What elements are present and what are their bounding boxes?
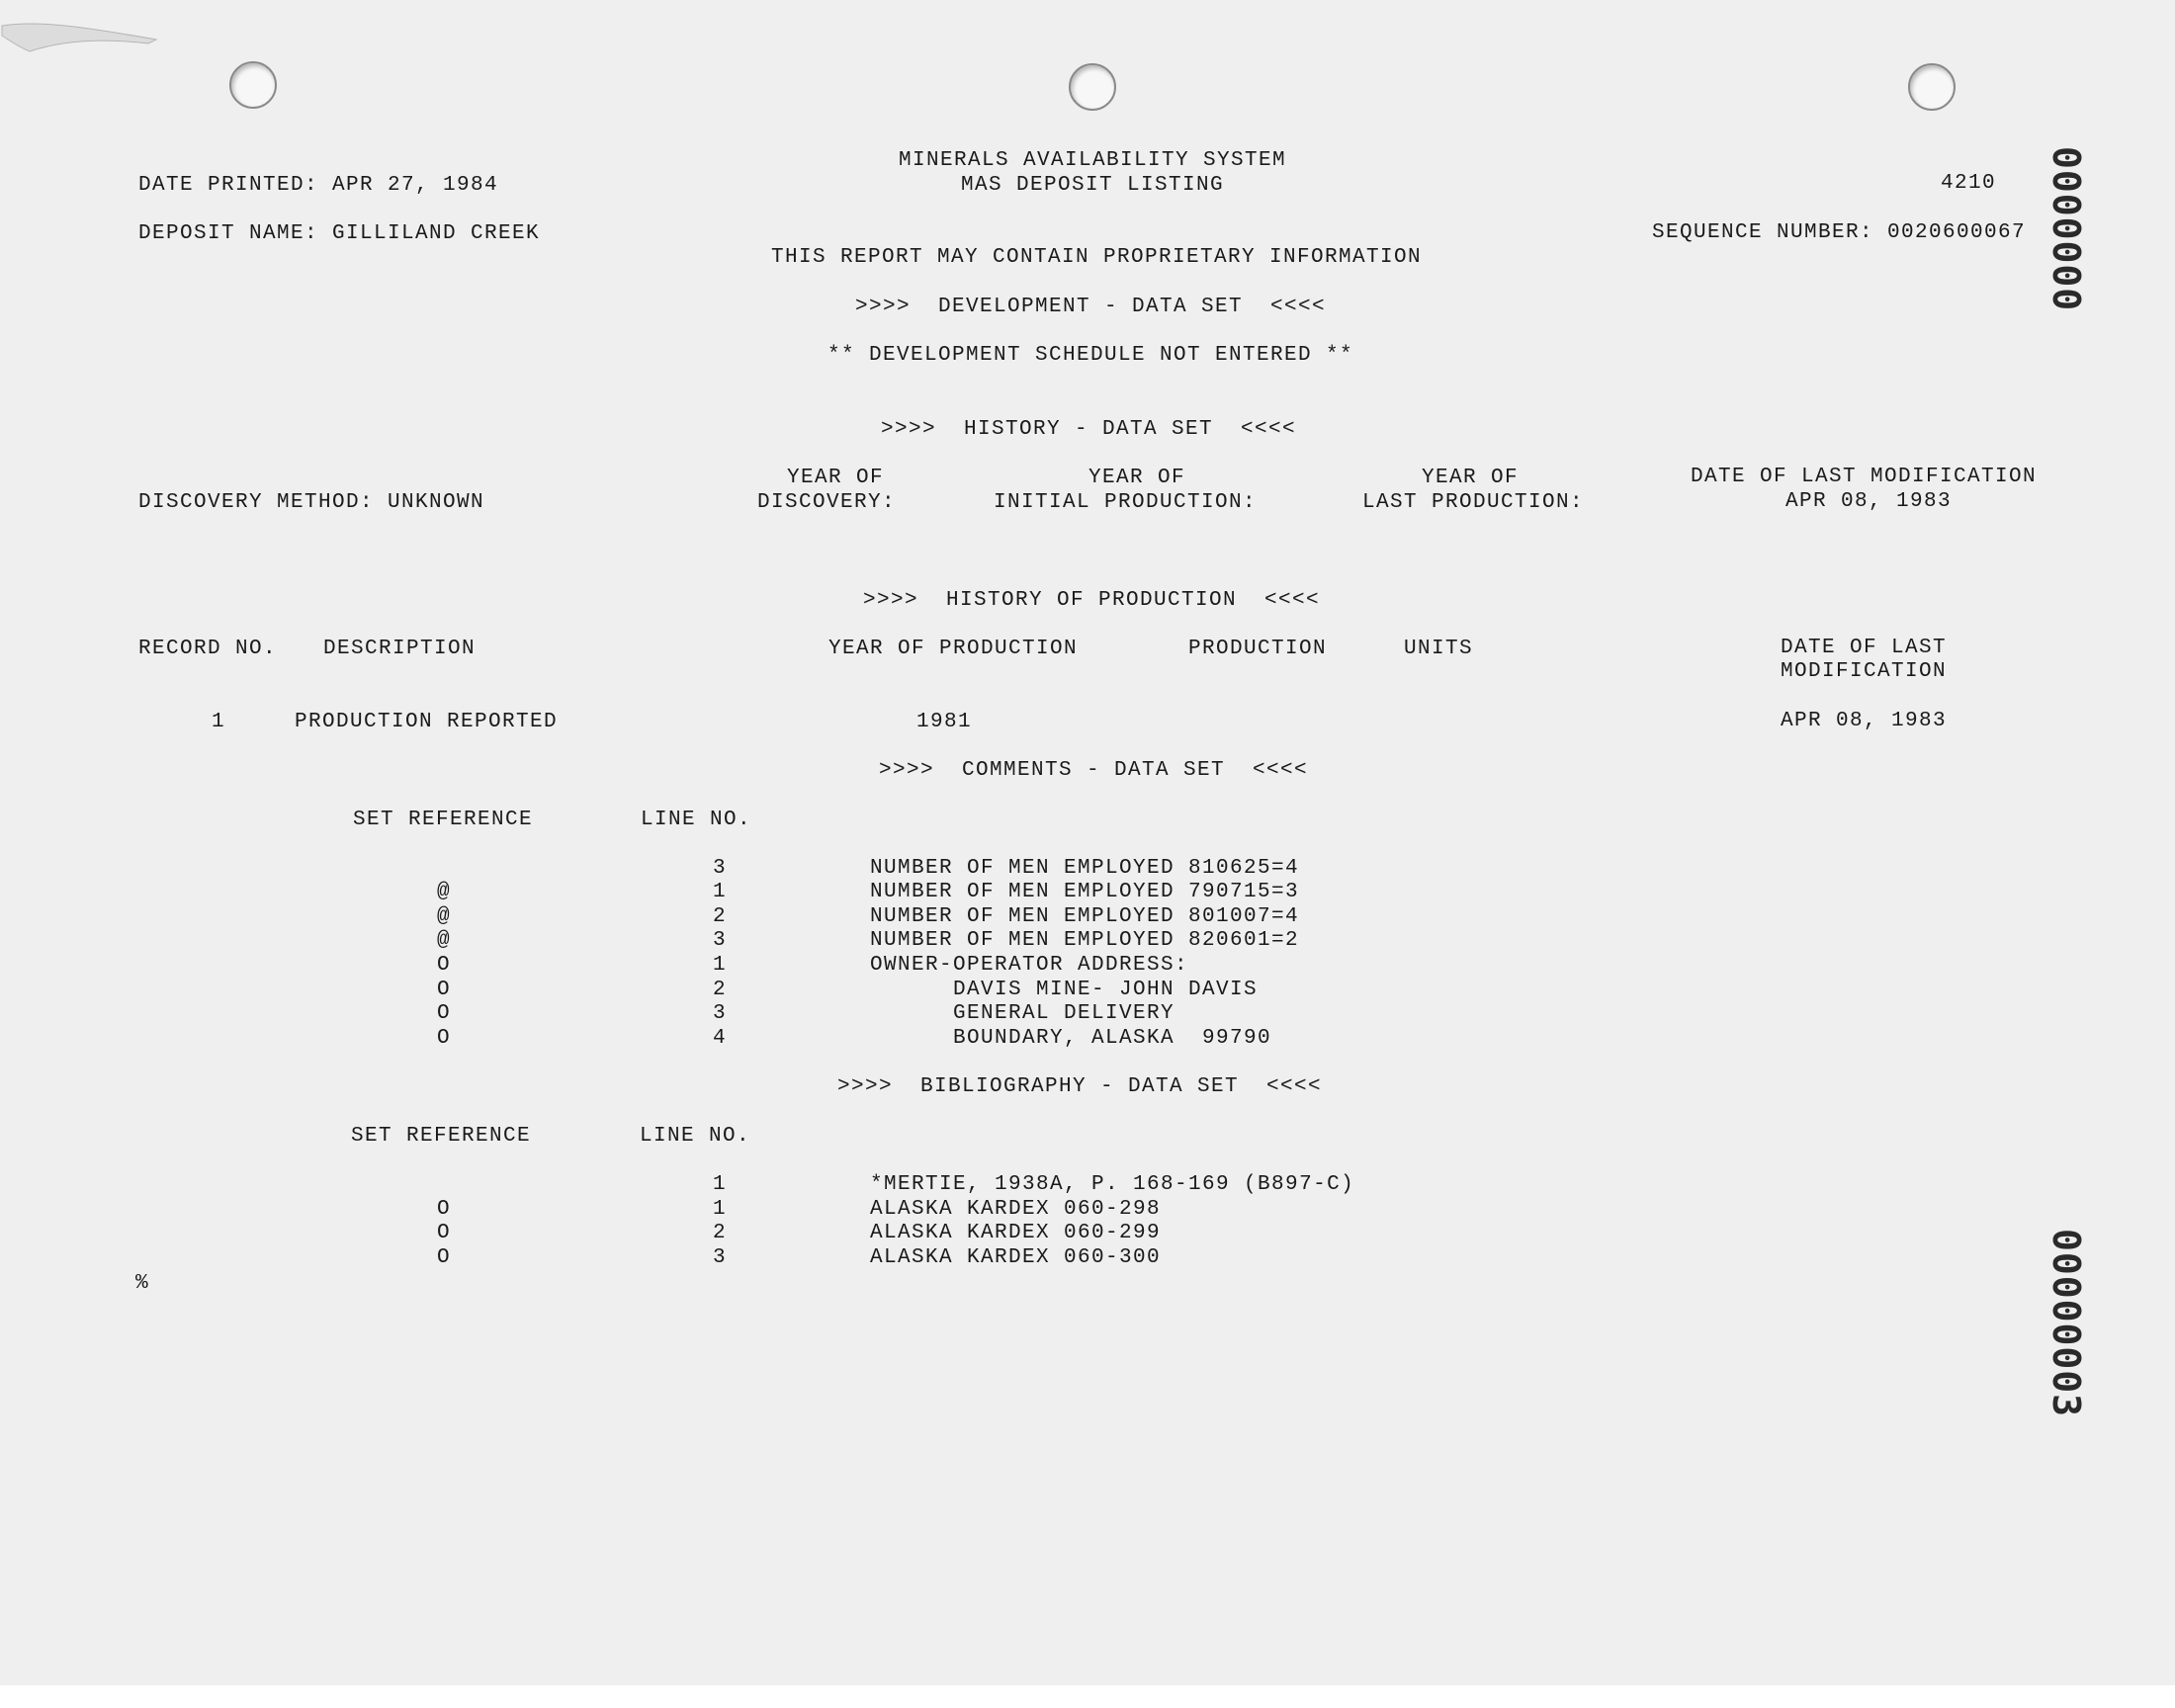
comment-text: NUMBER OF MEN EMPLOYED 820601=2 [870,929,1300,952]
comment-line-no: 2 [712,979,728,1001]
comment-line-no: 3 [712,929,728,952]
col-record-no: RECORD NO. [138,638,278,660]
col-last-modification-2: MODIFICATION [1781,660,1948,683]
comments-col-line-no: LINE NO. [641,809,752,831]
comment-text: BOUNDARY, ALASKA 99790 [870,1027,1272,1050]
comment-text: DAVIS MINE- JOHN DAVIS [870,979,1259,1001]
col-production: PRODUCTION [1188,638,1328,660]
comment-line-no: 2 [712,905,728,928]
production-row-description: PRODUCTION REPORTED [295,711,559,733]
page-bottom-margin [0,1685,2175,1708]
bibliography-text: *MERTIE, 1938A, P. 168-169 (B897-C) [870,1173,1355,1196]
bibliography-text: ALASKA KARDEX 060-298 [870,1198,1162,1221]
development-notice: ** DEVELOPMENT SCHEDULE NOT ENTERED ** [826,344,1354,367]
punch-hole-left [229,61,277,109]
comment-ref: @ [436,905,452,928]
year-initial-production-label-2: INITIAL PRODUCTION: [993,491,1258,514]
date-printed: DATE PRINTED: APR 27, 1984 [138,174,499,197]
footer-percent-mark: % [135,1272,150,1295]
comment-text: OWNER-OPERATOR ADDRESS: [870,954,1189,977]
col-units: UNITS [1404,638,1474,660]
form-number: 4210 [1941,172,1997,195]
production-heading: >>>> HISTORY OF PRODUCTION <<<< [862,589,1321,612]
year-of-discovery-label: YEAR OF [786,467,885,489]
comments-heading: >>>> COMMENTS - DATA SET <<<< [878,759,1309,782]
bibliography-heading: >>>> BIBLIOGRAPHY - DATA SET <<<< [836,1075,1323,1098]
comment-line-no: 1 [712,954,728,977]
bibliography-line-no: 2 [712,1222,728,1244]
production-row-record-no: 1 [212,711,226,733]
sequence-stamp-top: 0000000 [2044,146,2088,312]
comment-ref: O [436,1027,452,1050]
year-last-production-label-2: LAST PRODUCTION: [1361,491,1585,514]
comment-line-no: 3 [712,857,728,880]
production-row-last-modification: APR 08, 1983 [1781,710,1948,732]
torn-corner-mark [0,18,158,57]
comment-text: NUMBER OF MEN EMPLOYED 790715=3 [870,881,1300,903]
comment-line-no: 1 [712,881,728,903]
last-modification-label: DATE OF LAST MODIFICATION [1690,466,2038,488]
listing-title: MAS DEPOSIT LISTING [960,174,1225,197]
history-heading: >>>> HISTORY - DATA SET <<<< [880,418,1297,441]
bibliography-line-no: 1 [712,1173,728,1196]
comment-text: GENERAL DELIVERY [870,1002,1175,1025]
comment-line-no: 3 [712,1002,728,1025]
comment-ref: O [436,979,452,1001]
year-of-discovery-label-2: DISCOVERY: [756,491,897,514]
comment-ref: O [436,1002,452,1025]
col-description: DESCRIPTION [323,638,477,660]
proprietary-notice: THIS REPORT MAY CONTAIN PROPRIETARY INFORMATION [770,246,1423,269]
last-modification-date: APR 08, 1983 [1784,490,1953,513]
comments-col-set-reference: SET REFERENCE [353,809,534,831]
deposit-name: DEPOSIT NAME: GILLILAND CREEK [138,222,541,245]
year-initial-production-label: YEAR OF [1088,467,1186,489]
comment-text: NUMBER OF MEN EMPLOYED 801007=4 [870,905,1300,928]
col-year-of-production: YEAR OF PRODUCTION [828,638,1079,660]
bibliography-text: ALASKA KARDEX 060-300 [870,1246,1162,1269]
bibliography-line-no: 3 [712,1246,728,1269]
punch-hole-right [1908,63,1956,111]
bibliography-text: ALASKA KARDEX 060-299 [870,1222,1162,1244]
bibliography-col-line-no: LINE NO. [640,1125,751,1148]
comment-text: NUMBER OF MEN EMPLOYED 810625=4 [870,857,1300,880]
comment-ref: O [436,954,452,977]
comment-ref: @ [436,881,452,903]
system-title: MINERALS AVAILABILITY SYSTEM [898,149,1287,172]
bibliography-col-set-reference: SET REFERENCE [351,1125,532,1148]
discovery-method: DISCOVERY METHOD: UNKNOWN [138,491,485,514]
bibliography-ref: O [436,1222,452,1244]
development-heading: >>>> DEVELOPMENT - DATA SET <<<< [854,296,1327,318]
col-last-modification: DATE OF LAST [1781,637,1948,659]
sequence-number: SEQUENCE NUMBER: 0020600067 [1652,221,2027,244]
comment-ref: @ [436,929,452,952]
year-last-production-label: YEAR OF [1421,467,1520,489]
punch-hole-center [1069,63,1116,111]
comment-line-no: 4 [712,1027,728,1050]
bibliography-line-no: 1 [712,1198,728,1221]
bibliography-ref: O [436,1198,452,1221]
bibliography-ref: O [436,1246,452,1269]
production-row-year: 1981 [916,711,973,733]
sequence-stamp-bottom: 00000003 [2044,1229,2088,1418]
